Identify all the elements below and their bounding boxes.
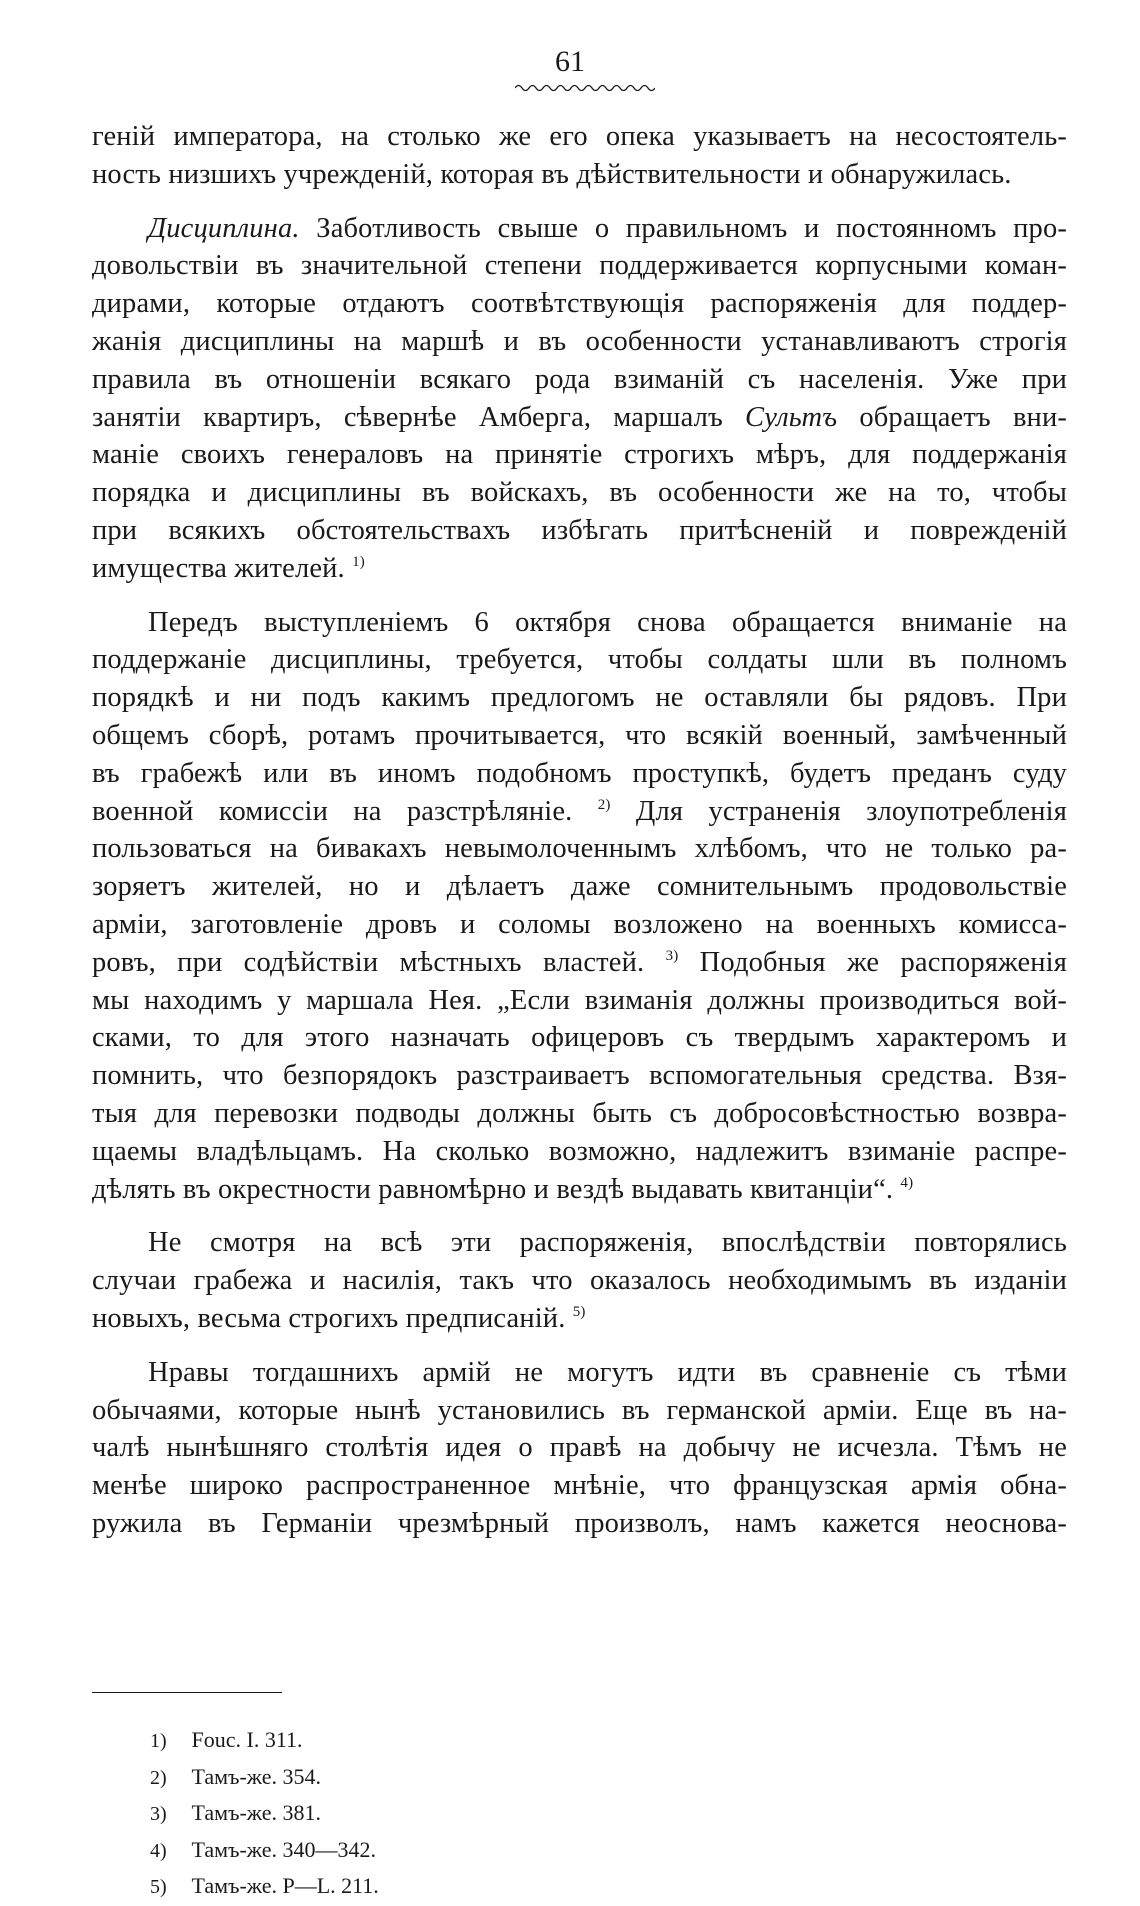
text-line <box>92 550 1067 588</box>
footnote <box>150 1832 850 1869</box>
text-line: ность низшихъ учрежденій, которая въ дѣйствительности и обнаружилась. <box>92 158 1012 190</box>
text-line: помнить, что безпорядокъ разстраиваетъ вспомогательныя средства. Взя- <box>92 1060 1067 1092</box>
text-fragment: Подобныя же распоряженія <box>699 946 1067 978</box>
section-heading-italic: Дисциплина. <box>148 212 300 244</box>
text-line: арміи, заготовленіе дровъ и соломы возложено на военныхъ комисса- <box>92 908 1067 940</box>
footnote-text: Тамъ-же. 340—342. <box>191 1836 376 1862</box>
footnote-ref: 1) <box>352 553 365 570</box>
text-line: Передъ выступленіемъ 6 октября снова обращается вниманіе на <box>148 606 1067 638</box>
footnote <box>150 1722 850 1759</box>
text-line: ружила въ Германіи чрезмѣрный произволъ, намъ кажется неоснова- <box>92 1507 1067 1539</box>
body-text <box>92 118 1067 1543</box>
text-line: правила въ отношеніи всякаго рода взиманій съ населенія. Уже при <box>92 363 1067 395</box>
footnote-mark: 3) <box>150 1803 167 1825</box>
text-line: обычаями, которые нынѣ установились въ германской арміи. Еще въ на- <box>92 1394 1067 1426</box>
text-line <box>92 1171 1067 1209</box>
text-line <box>92 1300 1067 1338</box>
paragraph <box>92 210 1067 588</box>
text-line: дирами, которые отдаютъ соотвѣтствующія распоряженія для поддер- <box>92 288 1067 320</box>
text-line: довольствіи въ значительной степени поддерживается корпусными коман- <box>92 250 1067 282</box>
text-line: зоряетъ жителей, но и дѣлаетъ даже сомнительнымъ продовольствіе <box>92 871 1067 903</box>
text-line <box>92 793 1067 831</box>
text-line: пользоваться на бивакахъ невымолоченнымъ хлѣбомъ, что не только ра- <box>92 833 1067 865</box>
text-fragment: дѣлять въ окрестности равномѣрно и вездѣ выдавать квитанціи“. <box>92 1173 894 1205</box>
text-line: случаи грабежа и насилія, такъ что оказалось необходимымъ въ изданіи <box>92 1265 1067 1297</box>
italic-name: Сультъ <box>745 401 838 433</box>
footnote <box>150 1868 850 1905</box>
footnote <box>150 1795 850 1832</box>
text-line: щаемы владѣльцамъ. На сколько возможно, надлежитъ взиманіе распре- <box>92 1135 1067 1167</box>
page-number: 61 <box>555 45 585 78</box>
footnote-mark: 4) <box>150 1839 167 1862</box>
text-line: занятіи квартиръ, сѣвернѣе Амберга, маршалъ Сультъ обращаетъ вни- <box>92 401 1067 433</box>
text-line: общемъ сборѣ, ротамъ прочитывается, что всякій военный, замѣченный <box>92 719 1067 751</box>
footnote-ref: 3) <box>665 947 679 964</box>
footnote-text: Тамъ-же. P—L. 211. <box>191 1873 379 1898</box>
text-line: порядка и дисциплины въ войскахъ, въ особенности же на то, чтобы <box>92 477 1067 509</box>
footnote-mark: 5) <box>150 1876 167 1898</box>
footnote-mark: 1) <box>150 1730 167 1752</box>
footnote-text: Тамъ-же. 381. <box>191 1800 321 1825</box>
paragraph <box>92 1224 1067 1337</box>
text-line <box>92 210 1067 248</box>
text-line: маніе своихъ генераловъ на принятіе строгихъ мѣръ, для поддержанія <box>92 439 1067 471</box>
text-fragment: военной комиссіи на разстрѣляніе. <box>92 795 573 827</box>
footnote-ref: 4) <box>900 1174 914 1191</box>
text-line: сками, то для этого назначать офицеровъ съ твердымъ характеромъ и <box>92 1022 1067 1054</box>
text-line: поддержаніе дисциплины, требуется, чтобы солдаты шли въ полномъ <box>92 644 1067 676</box>
paragraph <box>92 1354 1067 1543</box>
text-fragment: Заботливость свыше о правильномъ и постоянномъ про- <box>316 212 1067 244</box>
text-line: менѣе широко распространенное мнѣніе, что французская армія обна- <box>92 1470 1067 1502</box>
footnote-text: Тамъ-же. 354. <box>191 1763 321 1789</box>
footnote-ref: 2) <box>597 796 611 813</box>
footnote <box>150 1759 850 1796</box>
text-fragment: ровъ, при содѣйствіи мѣстныхъ властей. <box>92 946 645 978</box>
text-line: тыя для перевозки подводы должны быть съ добросовѣстностью возвра- <box>92 1097 1067 1129</box>
text-line: Нравы тогдашнихъ армій не могутъ идти въ сравненіе съ тѣми <box>148 1356 1067 1388</box>
footnotes <box>150 1722 850 1905</box>
footnote-separator <box>92 1692 282 1693</box>
text-line: Не смотря на всѣ эти распоряженія, впослѣдствіи повторялись <box>148 1227 1067 1259</box>
text-line: мы находимъ у маршала Нея. „Если взиманія должны производиться вой- <box>92 984 1067 1016</box>
text-fragment: имущества жителей. <box>92 552 345 584</box>
text-line: жанія дисциплины на маршѣ и въ особенности устанавливаютъ строгія <box>92 325 1067 357</box>
text-line: при всякихъ обстоятельствахъ избѣгать притѣсненій и поврежденій <box>92 514 1067 546</box>
footnote-mark: 2) <box>150 1766 167 1789</box>
paragraph <box>92 118 1067 194</box>
text-fragment: Для устраненія злоупотребленія <box>635 795 1067 827</box>
text-fragment: новыхъ, весьма строгихъ предписаній. <box>92 1302 566 1334</box>
wavy-rule-ornament <box>515 82 655 94</box>
text-line: чалѣ нынѣшняго столѣтія идея о правѣ на добычу не исчезла. Тѣмъ не <box>92 1432 1067 1464</box>
text-line: порядкѣ и ни подъ какимъ предлогомъ не оставляли бы рядовъ. При <box>92 682 1067 714</box>
footnote-ref: 5) <box>572 1303 586 1320</box>
text-line: геній императора, на столько же его опека указываетъ на несостоятель- <box>92 121 1067 152</box>
footnote-text: Fouc. I. 311. <box>191 1727 303 1752</box>
paragraph <box>92 604 1067 1209</box>
text-line <box>92 944 1067 982</box>
text-line: въ грабежѣ или въ иномъ подобномъ проступкѣ, будетъ преданъ суду <box>92 757 1067 789</box>
